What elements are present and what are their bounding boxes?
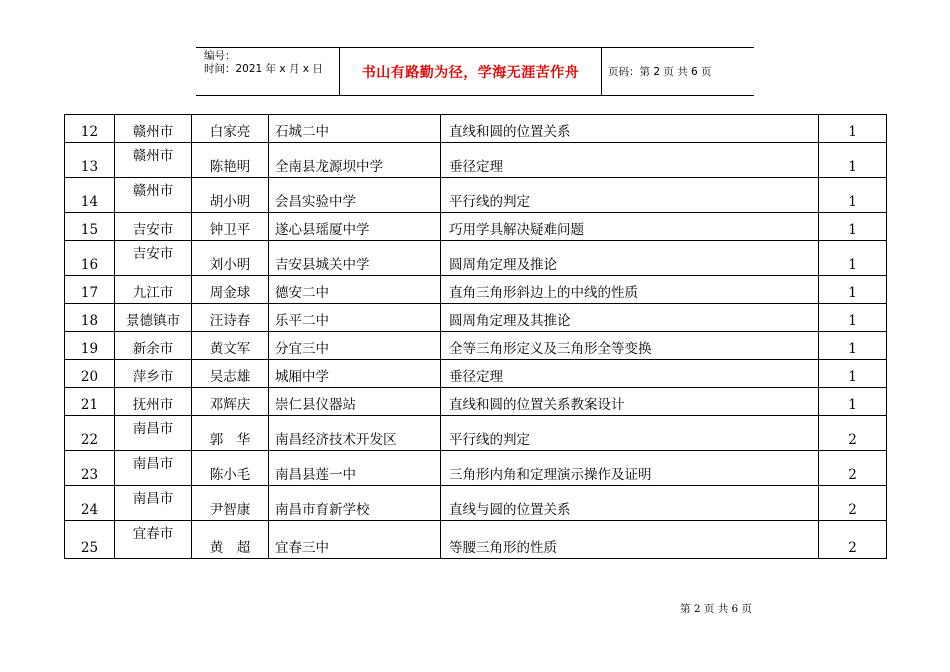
row-topic: 直线和圆的位置关系教案设计 xyxy=(441,388,819,416)
row-number: 14 xyxy=(65,178,115,213)
row-city: 吉安市 xyxy=(115,241,192,276)
row-number: 25 xyxy=(65,521,115,559)
row-topic: 直线和圆的位置关系 xyxy=(441,115,819,143)
page-header xyxy=(196,47,754,96)
table-row xyxy=(65,451,887,486)
row-number: 16 xyxy=(65,241,115,276)
row-school: 乐平二中 xyxy=(269,304,441,332)
row-city: 景德镇市 xyxy=(115,304,192,332)
page-footer: 第 2 页 共 6 页 xyxy=(680,603,753,615)
row-count: 1 xyxy=(819,360,887,388)
time-label: 时间：2021 年 x 月 x 日 xyxy=(204,63,323,75)
row-city: 赣州市 xyxy=(115,178,192,213)
row-teacher-name: 陈小毛 xyxy=(192,451,269,486)
row-city: 萍乡市 xyxy=(115,360,192,388)
row-teacher-name: 汪诗春 xyxy=(192,304,269,332)
row-teacher-name: 尹智康 xyxy=(192,486,269,521)
row-number: 13 xyxy=(65,143,115,178)
row-teacher-name: 郭 华 xyxy=(192,416,269,451)
row-school: 遂心县瑶厦中学 xyxy=(269,213,441,241)
row-number: 23 xyxy=(65,451,115,486)
table-row xyxy=(65,388,887,416)
row-count: 1 xyxy=(819,276,887,304)
row-teacher-name: 邓辉庆 xyxy=(192,388,269,416)
row-topic: 巧用学具解决疑难问题 xyxy=(441,213,819,241)
row-count: 1 xyxy=(819,388,887,416)
row-topic: 直线与圆的位置关系 xyxy=(441,486,819,521)
row-topic: 平行线的判定 xyxy=(441,416,819,451)
row-teacher-name: 陈艳明 xyxy=(192,143,269,178)
row-teacher-name: 吴志雄 xyxy=(192,360,269,388)
table-row xyxy=(65,486,887,521)
table-row xyxy=(65,416,887,451)
row-city: 吉安市 xyxy=(115,213,192,241)
row-school: 南昌经济技术开发区 xyxy=(269,416,441,451)
row-school: 吉安县城关中学 xyxy=(269,241,441,276)
table-row xyxy=(65,521,887,559)
row-topic: 平行线的判定 xyxy=(441,178,819,213)
row-teacher-name: 胡小明 xyxy=(192,178,269,213)
header-page-label: 页码：第 2 页 共 6 页 xyxy=(608,66,712,78)
row-number: 21 xyxy=(65,388,115,416)
row-city: 南昌市 xyxy=(115,451,192,486)
row-count: 1 xyxy=(819,213,887,241)
row-school: 城厢中学 xyxy=(269,360,441,388)
row-topic: 三角形内角和定理演示操作及证明 xyxy=(441,451,819,486)
row-teacher-name: 周金球 xyxy=(192,276,269,304)
row-school: 南昌县莲一中 xyxy=(269,451,441,486)
row-number: 24 xyxy=(65,486,115,521)
row-city: 南昌市 xyxy=(115,486,192,521)
row-number: 19 xyxy=(65,332,115,360)
row-school: 石城二中 xyxy=(269,115,441,143)
row-teacher-name: 黄 超 xyxy=(192,521,269,559)
row-count: 1 xyxy=(819,332,887,360)
row-city: 赣州市 xyxy=(115,143,192,178)
table-row xyxy=(65,178,887,213)
table-row xyxy=(65,143,887,178)
table-row xyxy=(65,332,887,360)
header-meta xyxy=(196,48,340,95)
row-topic: 圆周角定理及推论 xyxy=(441,241,819,276)
row-school: 全南县龙源坝中学 xyxy=(269,143,441,178)
row-teacher-name: 刘小明 xyxy=(192,241,269,276)
row-number: 15 xyxy=(65,213,115,241)
table-row xyxy=(65,115,887,143)
row-school: 宜春三中 xyxy=(269,521,441,559)
row-count: 1 xyxy=(819,143,887,178)
row-topic: 全等三角形定义及三角形全等变换 xyxy=(441,332,819,360)
row-school: 分宜三中 xyxy=(269,332,441,360)
row-city: 九江市 xyxy=(115,276,192,304)
row-count: 2 xyxy=(819,416,887,451)
row-school: 会昌实验中学 xyxy=(269,178,441,213)
header-motto: 书山有路勤为径，学海无涯苦作舟 xyxy=(340,48,602,95)
row-number: 18 xyxy=(65,304,115,332)
table-row xyxy=(65,276,887,304)
row-count: 2 xyxy=(819,486,887,521)
table-row xyxy=(65,360,887,388)
row-count: 1 xyxy=(819,241,887,276)
table-row xyxy=(65,241,887,276)
table-row xyxy=(65,213,887,241)
row-school: 崇仁县仪器站 xyxy=(269,388,441,416)
row-number: 12 xyxy=(65,115,115,143)
row-topic: 垂径定理 xyxy=(441,143,819,178)
row-city: 宜春市 xyxy=(115,521,192,559)
row-topic: 垂径定理 xyxy=(441,360,819,388)
row-school: 南昌市育新学校 xyxy=(269,486,441,521)
row-count: 1 xyxy=(819,115,887,143)
row-number: 17 xyxy=(65,276,115,304)
row-teacher-name: 黄文军 xyxy=(192,332,269,360)
row-number: 20 xyxy=(65,360,115,388)
row-count: 1 xyxy=(819,178,887,213)
row-number: 22 xyxy=(65,416,115,451)
row-city: 赣州市 xyxy=(115,115,192,143)
row-city: 新余市 xyxy=(115,332,192,360)
row-count: 2 xyxy=(819,521,887,559)
number-label: 编号： xyxy=(204,50,236,62)
row-count: 2 xyxy=(819,451,887,486)
row-topic: 圆周角定理及其推论 xyxy=(441,304,819,332)
row-teacher-name: 白家亮 xyxy=(192,115,269,143)
row-topic: 直角三角形斜边上的中线的性质 xyxy=(441,276,819,304)
row-count: 1 xyxy=(819,304,887,332)
row-topic: 等腰三角形的性质 xyxy=(441,521,819,559)
row-school: 德安二中 xyxy=(269,276,441,304)
row-teacher-name: 钟卫平 xyxy=(192,213,269,241)
row-city: 南昌市 xyxy=(115,416,192,451)
teacher-table xyxy=(64,114,887,559)
table-row xyxy=(65,304,887,332)
row-city: 抚州市 xyxy=(115,388,192,416)
